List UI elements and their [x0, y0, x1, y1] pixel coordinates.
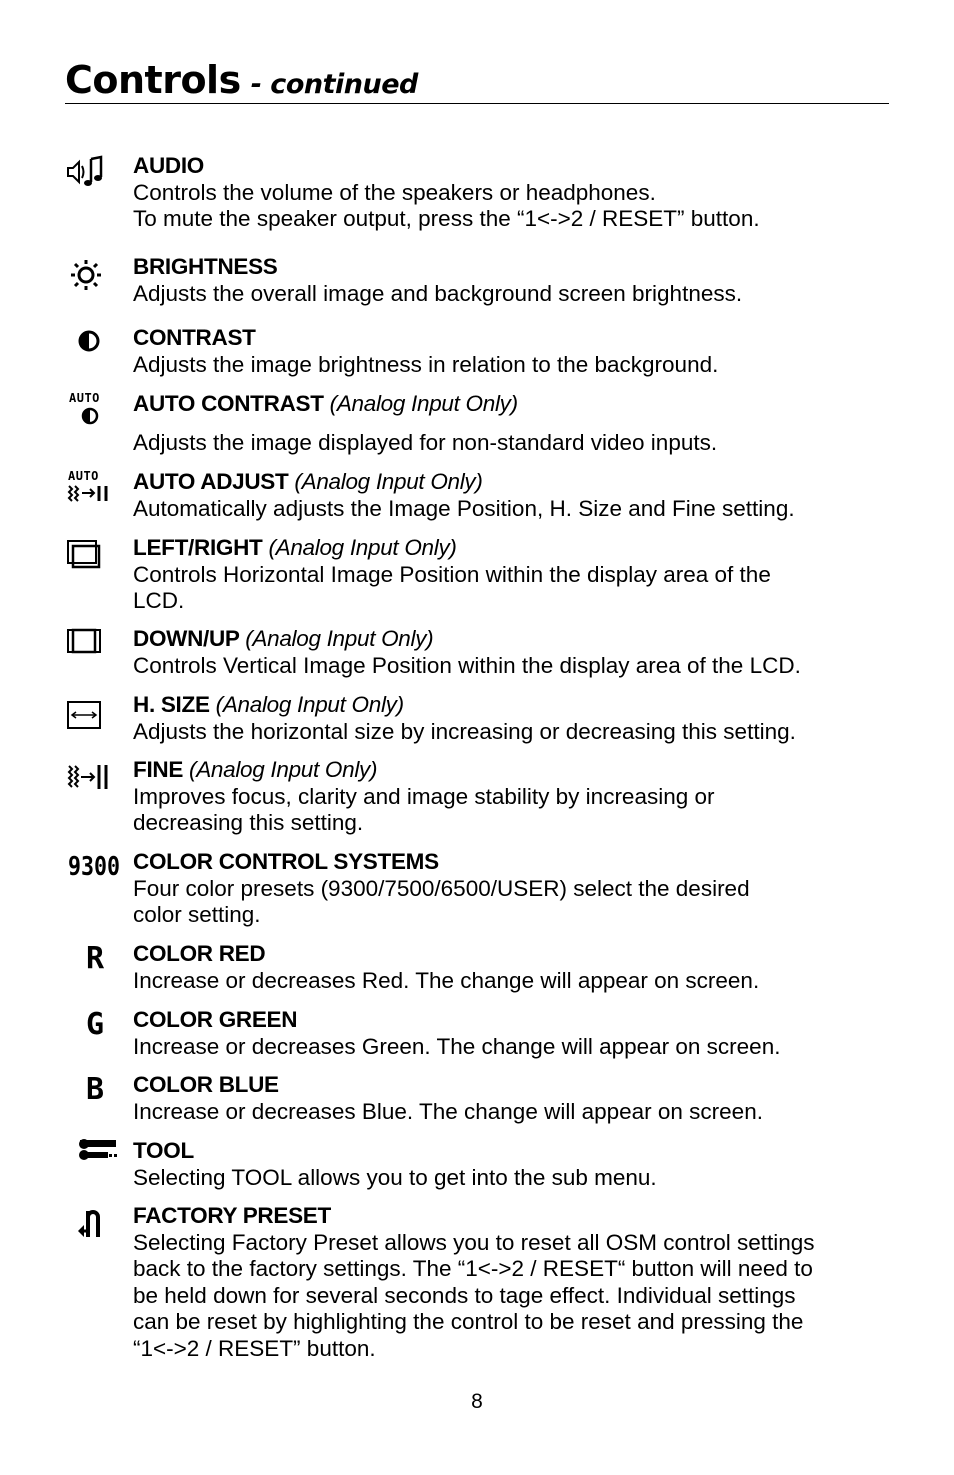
- control-title: [133, 469, 893, 496]
- control-title: [133, 1203, 893, 1230]
- control-description-line: Adjusts the image brightness in relation to the background.: [133, 351, 719, 377]
- control-text: [133, 254, 893, 307]
- control-name: AUTO CONTRAST: [133, 391, 324, 416]
- control-description-line: Increase or decreases Green. The change will appear on screen.: [133, 1033, 781, 1059]
- control-description-line: Adjusts the image displayed for non-standard video inputs.: [133, 429, 718, 455]
- control-text: [133, 941, 893, 994]
- svg-text:9300: 9300: [68, 852, 120, 882]
- control-description-line: Selecting Factory Preset allows you to reset all OSM control settings: [133, 1229, 815, 1255]
- control-note: (Analog Input Only): [189, 757, 378, 782]
- h-size-icon: [66, 698, 122, 742]
- control-name: LEFT/RIGHT: [133, 535, 263, 560]
- svg-text:AUTO: AUTO: [68, 469, 99, 483]
- control-name: FINE: [133, 757, 184, 782]
- control-title: [133, 1007, 893, 1034]
- svg-text:R: R: [86, 941, 105, 976]
- control-title: [133, 757, 893, 784]
- factory-preset-icon: [66, 1205, 122, 1249]
- control-description-line: Increase or decreases Red. The change will appear on screen.: [133, 967, 760, 993]
- control-text: [133, 1072, 893, 1125]
- svg-text:B: B: [86, 1072, 105, 1107]
- control-note: (Analog Input Only): [215, 692, 404, 717]
- half-circle-icon: [66, 327, 122, 371]
- letter-r-icon: [66, 941, 122, 985]
- tool-icon: [66, 1138, 122, 1182]
- control-note: (Analog Input Only): [268, 535, 457, 560]
- control-description-line: can be reset by highlighting the control to be reset and pressing the: [133, 1309, 804, 1334]
- control-text: [133, 1007, 893, 1060]
- control-text: [133, 325, 893, 378]
- control-title: [133, 626, 893, 653]
- color-9300-icon: [66, 849, 122, 893]
- control-title: [133, 391, 893, 418]
- control-text: [133, 1138, 893, 1191]
- control-description-line: Automatically adjusts the Image Position, H. Size and Fine setting.: [133, 495, 795, 521]
- control-text: [133, 535, 893, 615]
- control-name: FACTORY PRESET: [133, 1203, 331, 1228]
- control-text: [133, 469, 893, 522]
- control-name: DOWN/UP: [133, 626, 240, 651]
- control-name: COLOR CONTROL SYSTEMS: [133, 849, 439, 874]
- control-description-line: Selecting TOOL allows you to get into the sub menu.: [133, 1164, 657, 1190]
- control-name: AUTO ADJUST: [133, 469, 289, 494]
- control-title: [133, 153, 893, 180]
- control-note: (Analog Input Only): [329, 391, 518, 416]
- control-name: H. SIZE: [133, 692, 210, 717]
- page-header: [65, 56, 889, 104]
- speaker-music-icon: [66, 155, 122, 199]
- control-description-line: Controls Vertical Image Position within the display area of the LCD.: [133, 652, 801, 678]
- control-description-line: “1<->2 / RESET” button.: [133, 1335, 376, 1361]
- control-title: [133, 535, 893, 562]
- control-text: [133, 1203, 893, 1362]
- control-name: AUDIO: [133, 153, 204, 178]
- control-title: [133, 254, 893, 281]
- sun-icon: [66, 258, 122, 302]
- page-subtitle: - continued: [250, 69, 418, 100]
- control-note: (Analog Input Only): [294, 469, 483, 494]
- control-description-line: To mute the speaker output, press the “1<->2 / RESET” button.: [133, 206, 760, 231]
- control-text: [133, 757, 893, 837]
- control-description-line: be held down for several seconds to tage effect. Individual settings: [133, 1282, 796, 1308]
- control-title: [133, 692, 893, 719]
- control-title: [133, 1138, 893, 1165]
- control-text: [133, 153, 893, 233]
- control-title: [133, 325, 893, 352]
- control-text: [133, 849, 893, 929]
- control-description-line: color setting.: [133, 902, 261, 927]
- letter-b-icon: [66, 1072, 122, 1116]
- control-text: [133, 391, 893, 456]
- page-number: 8: [471, 1390, 483, 1413]
- control-description-line: decreasing this setting.: [133, 810, 364, 835]
- control-name: CONTRAST: [133, 325, 256, 350]
- control-name: COLOR RED: [133, 941, 266, 966]
- control-description-line: Adjusts the overall image and background screen brightness.: [133, 280, 743, 306]
- svg-text:G: G: [86, 1007, 105, 1042]
- control-name: BRIGHTNESS: [133, 254, 278, 279]
- control-description-line: Four color presets (9300/7500/6500/USER) select the desired: [133, 875, 750, 901]
- control-description-line: back to the factory settings. The “1<->2 / RESET“ button will need to: [133, 1256, 813, 1281]
- control-text: [133, 626, 893, 679]
- control-name: COLOR GREEN: [133, 1007, 298, 1032]
- control-description-line: Controls Horizontal Image Position within the display area of the: [133, 561, 771, 587]
- auto-contrast-icon: [66, 391, 122, 435]
- left-right-position-icon: [66, 539, 122, 583]
- fine-icon: [66, 761, 122, 805]
- control-title: [133, 941, 893, 968]
- control-name: TOOL: [133, 1138, 194, 1163]
- control-description-line: Adjusts the horizontal size by increasing or decreasing this setting.: [133, 718, 796, 744]
- control-description-line: Increase or decreases Blue. The change will appear on screen.: [133, 1098, 763, 1124]
- letter-g-icon: [66, 1007, 122, 1051]
- control-description-line: Improves focus, clarity and image stability by increasing or: [133, 783, 715, 809]
- control-title: [133, 849, 893, 876]
- control-note: (Analog Input Only): [245, 626, 434, 651]
- control-description-line: LCD.: [133, 588, 185, 613]
- page-title: Controls - continued: [65, 58, 418, 102]
- control-description-line: Controls the volume of the speakers or headphones.: [133, 179, 656, 205]
- auto-adjust-icon: [66, 469, 122, 513]
- spacer: [133, 418, 893, 430]
- control-name: COLOR BLUE: [133, 1072, 279, 1097]
- svg-text:AUTO: AUTO: [69, 391, 100, 405]
- control-title: [133, 1072, 893, 1099]
- control-text: [133, 692, 893, 745]
- down-up-position-icon: [66, 628, 122, 672]
